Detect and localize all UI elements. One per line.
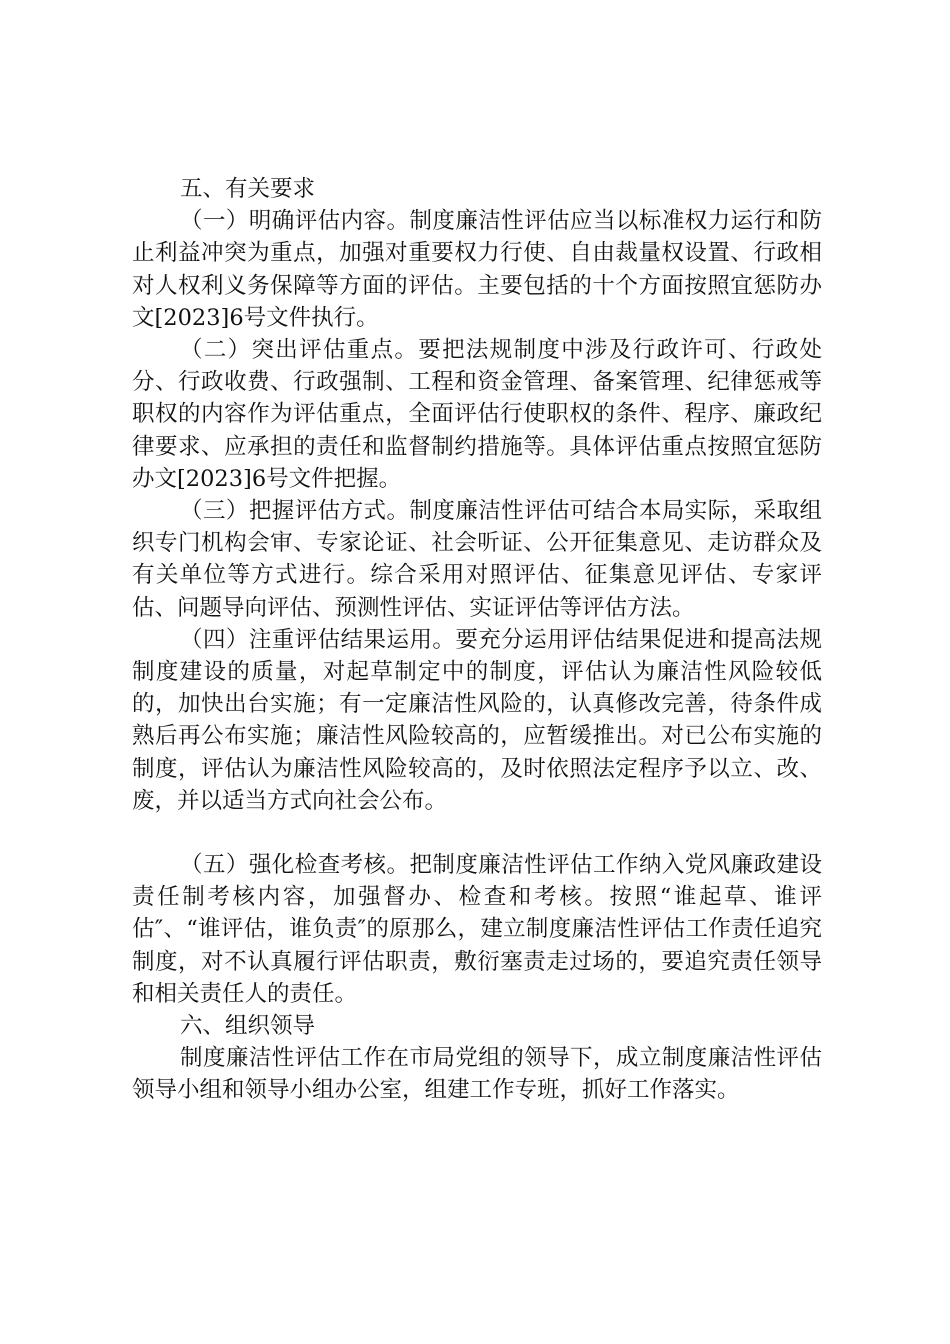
paragraph-spacer (132, 817, 822, 849)
paragraph-evaluation-focus: （二）突出评估重点。要把法规制度中涉及行政许可、行政处分、行政收费、行政强制、工程和资金管理、备案管理、纪律惩戒等职权的内容作为评估重点，全面评估行使职权的条件、程序、廉政纪律要求、应承担的责任和监督制约措施等。具体评估重点按照宜惩防办文[2023]6号文件把握。 (132, 337, 822, 492)
paragraph-evaluation-content: （一）明确评估内容。制度廉洁性评估应当以标准权力运行和防止利益冲突为重点，加强对重要权力行使、自由裁量权设置、行政相对人权利义务保障等方面的评估。主要包括的十个方面按照宜惩防办文[2023]6号文件执行。 (132, 208, 822, 331)
paragraph-result-application: （四）注重评估结果运用。要充分运用评估结果促进和提高法规制度建设的质量，对起草制定中的制度，评估认为廉洁性风险较低的，加快出台实施；有一定廉洁性风险的，认真修改完善，待条件成熟后再公布实施；廉洁性风险较高的，应暂缓推出。对已公布实施的制度，评估认为廉洁性风险较高的，及时依照法定程序予以立、改、废，并以适当方式向社会公布。 (132, 626, 822, 814)
section-six-heading: 六、组织领导 (180, 1013, 316, 1040)
paragraph-organization-leadership: 制度廉洁性评估工作在市局党组的领导下，成立制度廉洁性评估领导小组和领导小组办公室，组建工作专班，抓好工作落实。 (132, 1045, 822, 1104)
paragraph-evaluation-method: （三）把握评估方式。制度廉洁性评估可结合本局实际，采取组织专门机构会审、专家论证、社会听证、公开征集意见、走访群众及有关单位等方式进行。综合采用对照评估、征集意见评估、专家评估、问题导向评估、预测性评估、实证评估等评估方法。 (132, 498, 822, 621)
document-body (132, 173, 822, 1107)
section-five-heading: 五、有关要求 (180, 176, 316, 202)
paragraph-inspection-assessment: （五）强化检查考核。把制度廉洁性评估工作纳入党风廉政建设责任制考核内容，加强督办、检查和考核。按照“谁起草、谁评估″、“谁评估，谁负责″的原那么，建立制度廉洁性评估工作责任追究制度，对不认真履行评估职责，敷衍塞责走过场的，要追究责任领导和相关责任人的责任。 (132, 852, 822, 1007)
